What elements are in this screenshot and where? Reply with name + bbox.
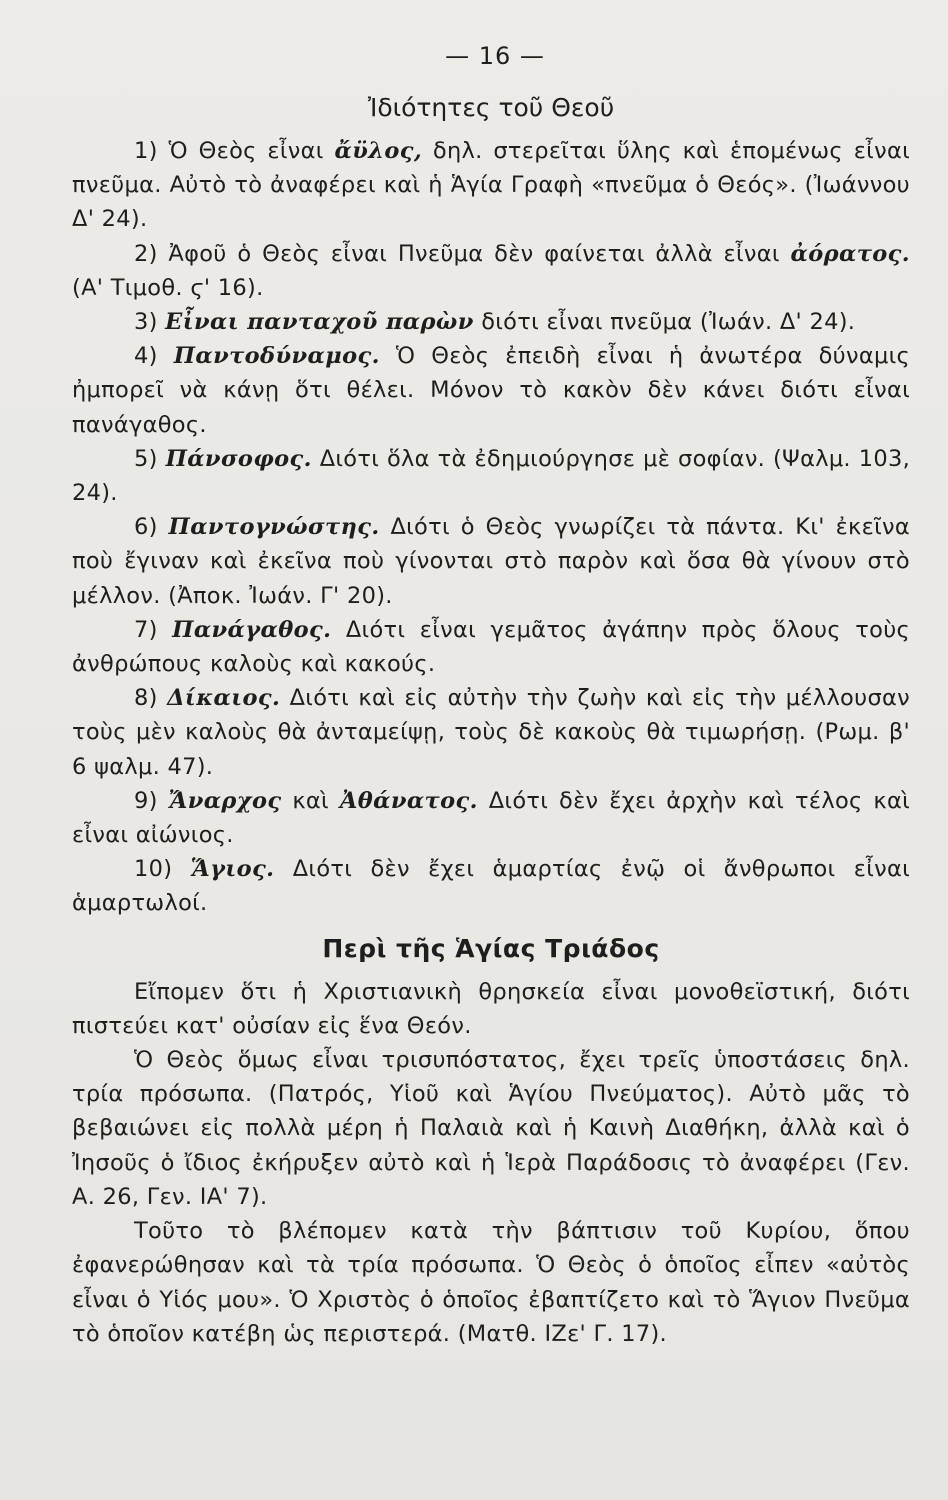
item-text: (Α' Τιμοθ. ϛ' 16). bbox=[72, 274, 264, 301]
item-term: Ἅγιος. bbox=[190, 856, 275, 883]
item-text: Διότι ὅλα τὰ ἐδημιούργησε μὲ σοφίαν. (Ψαλμ. 103, 24). bbox=[72, 445, 911, 507]
item-text: διότι εἶναι πνεῦμα (Ἰωάν. Δ' 24). bbox=[481, 309, 856, 336]
item-number: 1) bbox=[134, 138, 158, 164]
list-item bbox=[72, 784, 910, 852]
list-item bbox=[72, 339, 910, 442]
section-title-trinity: Περὶ τῆς Ἁγίας Τριάδος bbox=[322, 933, 660, 963]
item-text: Διότι εἶναι γεμᾶτος ἀγάπην πρὸς ὅλους τοὺς ἀνθρώπους καλοὺς καὶ κακούς. bbox=[72, 616, 911, 678]
body-paragraph: Εἴπομεν ὅτι ἡ Χριστιανικὴ θρησκεία εἶναι μονοθεϊστική, διότι πιστεύει κατ' οὐσίαν εἰς ἕνα Θεόν. bbox=[72, 978, 910, 1039]
item-term: Πάνσοφος. bbox=[165, 445, 312, 472]
list-item bbox=[72, 305, 910, 339]
item-lead: Ὁ Θεὸς εἶναι bbox=[168, 138, 324, 164]
item-number: 7) bbox=[134, 616, 158, 643]
item-term: Παντοδύναμος. bbox=[173, 343, 380, 370]
item-term: ἄϋλος, bbox=[334, 138, 423, 164]
item-text: Διότι καὶ εἰς αὐτὴν τὴν ζωὴν καὶ εἰς τὴν μέλλουσαν τοὺς μὲν καλοὺς θὰ ἀνταμείψῃ, τοὺς δὲ κακοὺς θὰ τιμωρήσῃ. (Ρωμ. β' 6 ψαλμ. 47). bbox=[72, 685, 911, 780]
item-number: 6) bbox=[134, 514, 158, 541]
list-item bbox=[72, 852, 910, 920]
list-item bbox=[72, 237, 910, 305]
item-number: 5) bbox=[134, 445, 158, 472]
item-term: Πανάγαθος. bbox=[172, 616, 332, 643]
item-number: 8) bbox=[134, 685, 158, 712]
item-text: δηλ. στερεῖται ὕλης καὶ ἑπομένως εἶναι πνεῦμα. Αὐτὸ τὸ ἀναφέρει καὶ ἡ Ἁγία Γραφὴ «πνεῦμα ὁ Θεός». (Ἰωάννου Δ' 24). bbox=[72, 138, 910, 233]
item-term: Δίκαιος. bbox=[167, 685, 281, 712]
body-paragraph: Ὁ Θεὸς ὅμως εἶναι τρισυπόστατος, ἔχει τρεῖς ὑποστάσεις δηλ. τρία πρόσωπα. (Πατρός, Υἱοῦ καὶ Ἁγίου Πνεύματος). Αὐτὸ μᾶς τὸ βεβαιώνει εἰς πολλὰ μέρη ἡ Παλαιὰ καὶ ἡ Καινὴ Διαθήκη, ἀλλὰ καὶ ὁ Ἰησοῦς ὁ ἴδιος ἐκήρυξεν αὐτὸ καὶ ἡ Ἱερὰ Παράδοσις τὸ ἀναφέρει (Γεν. Α. 26, Γεν. ΙΑ' 7). bbox=[72, 1047, 910, 1210]
item-lead: Ἀφοῦ ὁ Θεὸς εἶναι Πνεῦμα δὲν φαίνεται ἀλλὰ εἶναι bbox=[168, 240, 780, 267]
item-term-second: Ἀθάνατος. bbox=[339, 787, 478, 814]
item-term: ἀόρατος. bbox=[790, 240, 911, 267]
item-term: Παντογνώστης. bbox=[168, 514, 380, 541]
list-item bbox=[72, 134, 910, 237]
item-text: Διότι δὲν ἔχει ἁμαρτίας ἐνῷ οἱ ἄνθρωποι εἶναι ἁμαρτωλοί. bbox=[72, 856, 911, 917]
item-number: 9) bbox=[134, 787, 158, 814]
section-title-attributes: Ἰδιότητες τοῦ Θεοῦ bbox=[367, 93, 615, 122]
item-text: Διότι ὁ Θεὸς γνωρίζει τὰ πάντα. Κι' ἐκεῖνα ποὺ ἔγιναν καὶ ἐκεῖνα ποὺ γίνονται στὸ παρὸν καὶ ὅσα θὰ γίνουν στὸ μέλλον. (Ἀποκ. Ἰωάν. Γ' 20). bbox=[72, 514, 910, 609]
item-term: Εἶναι πανταχοῦ παρὼν bbox=[165, 309, 474, 336]
list-item bbox=[72, 681, 910, 784]
item-connector: καὶ bbox=[292, 787, 329, 814]
body-paragraph: Τοῦτο τὸ βλέπομεν κατὰ τὴν βάπτισιν τοῦ Κυρίου, ὅπου ἐφανερώθησαν καὶ τὰ τρία πρόσωπα. Ὁ Θεὸς ὁ ὁποῖος εἶπεν «αὐτὸς εἶναι ὁ Υἱός μου». Ὁ Χριστὸς ὁ ὁποῖος ἐβαπτίζετο καὶ τὸ Ἅγιον Πνεῦμα τὸ ὁποῖον κατέβη ὡς περιστερά. (Ματθ. ΙΖε' Γ. 17). bbox=[72, 1218, 910, 1347]
page-number: — 16 — bbox=[445, 42, 545, 70]
item-number: 2) bbox=[134, 240, 158, 267]
item-number: 4) bbox=[134, 343, 158, 370]
list-item bbox=[72, 510, 910, 613]
item-number: 3) bbox=[134, 309, 158, 336]
list-item bbox=[72, 613, 910, 681]
list-item bbox=[72, 442, 910, 510]
item-term: Ἄναρχος bbox=[168, 787, 282, 814]
item-text: Ὁ Θεὸς ἐπειδὴ εἶναι ἡ ἀνωτέρα δύναμις ἠμπορεῖ νὰ κάνῃ ὅτι θέλει. Μόνον τὸ κακὸν δὲν κάνει διότι εἶναι πανάγαθος. bbox=[72, 343, 911, 438]
item-text: Διότι δὲν ἔχει ἀρχὴν καὶ τέλος καὶ εἶναι αἰώνιος. bbox=[72, 787, 911, 849]
item-number: 10) bbox=[134, 856, 173, 883]
